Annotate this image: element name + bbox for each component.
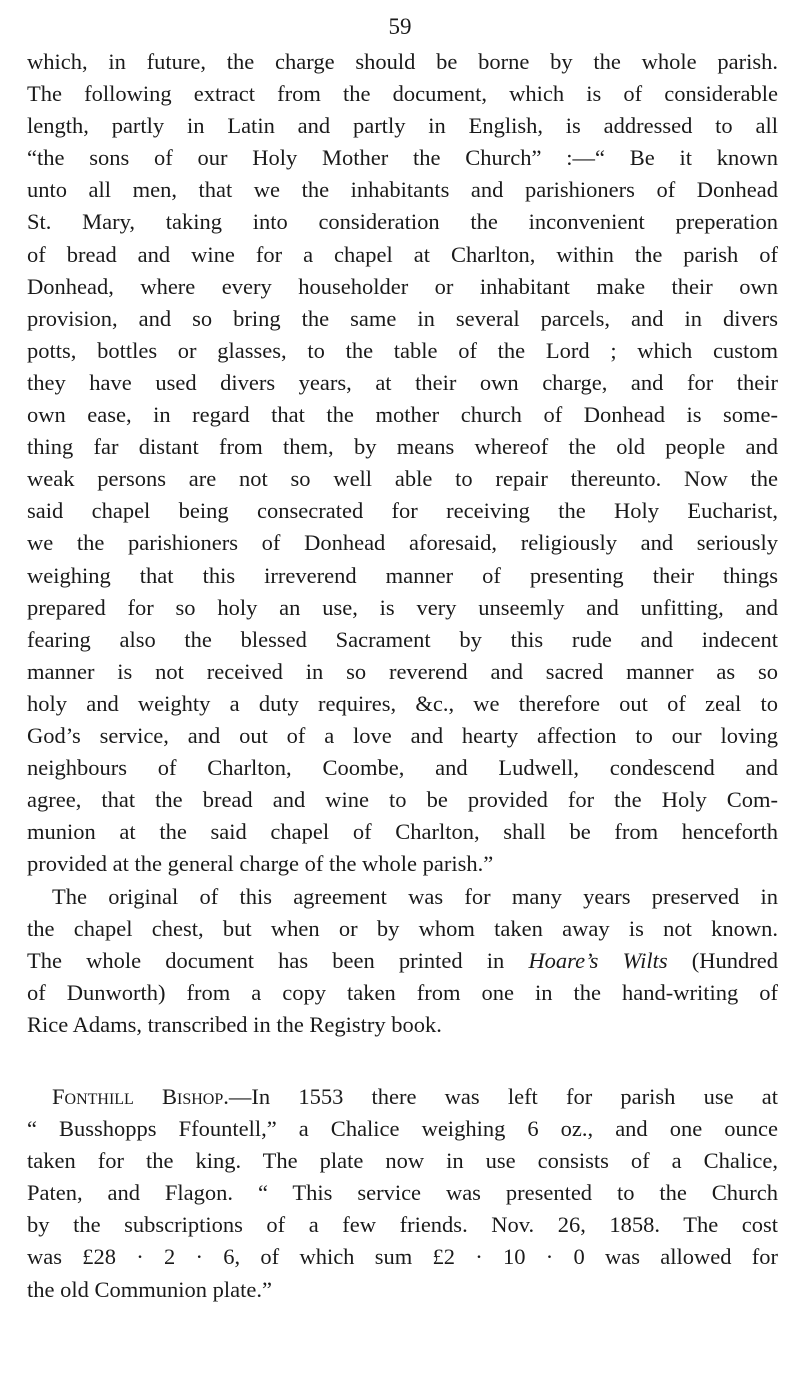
text-line: which, in future, the charge should be borne by the whole parish.: [27, 49, 778, 74]
text-line: own ease, in regard that the mother church of Donhead is some-: [27, 402, 778, 428]
text-line: manner is not received in so reverend and sacred manner as so: [27, 658, 778, 684]
paragraph-original-agreement: [27, 881, 778, 1041]
text-line: agree, that the bread and wine to be provided for the Holy Com-: [27, 787, 778, 813]
text-line: “the sons of our Holy Mother the Church” :—“ Be it known: [27, 145, 778, 171]
text-line: weighing that this irreverend manner of presenting their things: [27, 562, 778, 588]
book-title: Hoare’s Wilts: [528, 948, 668, 974]
text-line: “ Busshopps Ffountell,” a Chalice weighing 6 oz., and one ounce: [27, 1116, 778, 1142]
text-line: thing far distant from them, by means whereof the old people and: [27, 434, 778, 460]
text-line: was £28 · 2 · 6, of which sum £2 · 10 · 0 was allowed for: [27, 1244, 778, 1270]
page-number: 59: [388, 14, 412, 39]
text-line: Paten, and Flagon. “ This service was presented to the Church: [27, 1180, 778, 1206]
text-fragment: —In 1553 there was left for parish use at: [228, 1084, 778, 1109]
text-line: of Dunworth) from a copy taken from one in the hand-writing of: [27, 980, 778, 1006]
text-line: provision, and so bring the same in several parcels, and in divers: [27, 305, 778, 331]
text-line: St. Mary, taking into consideration the inconvenient preperation: [27, 209, 778, 235]
text-line: said chapel being consecrated for receiving the Holy Eucharist,: [27, 498, 778, 524]
text-fragment: (Hundred: [691, 948, 778, 974]
text-line: by the subscriptions of a few friends. Nov. 26, 1858. The cost: [27, 1212, 778, 1238]
text-line: length, partly in Latin and partly in English, is addressed to all: [27, 113, 778, 139]
text-line: munion at the said chapel of Charlton, shall be from henceforth: [27, 819, 778, 845]
text-line: we the parishioners of Donhead aforesaid, religiously and seriously: [27, 530, 778, 556]
paragraph-fonthill-bishop: [27, 1081, 778, 1306]
text-line: Rice Adams, transcribed in the Registry book.: [27, 1012, 442, 1038]
text-line: weak persons are not so well able to repair thereunto. Now the: [27, 466, 778, 492]
text-line: [27, 945, 778, 977]
text-line: unto all men, that we the inhabitants and parishioners of Donhead: [27, 177, 778, 203]
text-line: holy and weighty a duty requires, &c., we therefore out of zeal to: [27, 690, 778, 716]
text-line: the old Communion plate.”: [27, 1276, 272, 1302]
text-line: neighbours of Charlton, Coombe, and Ludwell, condescend and: [27, 755, 778, 781]
text-line: provided at the general charge of the whole parish.”: [27, 851, 494, 877]
text-line: they have used divers years, at their own charge, and for their: [27, 369, 778, 395]
text-line: the chapel chest, but when or by whom taken away is not known.: [27, 916, 778, 942]
text-line: potts, bottles or glasses, to the table of the Lord ; which custom: [27, 337, 778, 363]
text-line: prepared for so holy an use, is very unseemly and unfitting, and: [27, 594, 778, 620]
text-line: of bread and wine for a chapel at Charlton, within the parish of: [27, 241, 778, 267]
text-line: God’s service, and out of a love and hearty affection to our loving: [27, 722, 778, 748]
text-line: The original of this agreement was for many years preserved in: [52, 884, 778, 909]
paragraph-charlton-agreement: [27, 46, 778, 880]
text-line: Donhead, where every householder or inhabitant make their own: [27, 273, 778, 299]
text-line: [27, 1081, 778, 1113]
section-heading: Fonthill Bishop.: [52, 1084, 229, 1109]
text-line: taken for the king. The plate now in use consists of a Chalice,: [27, 1148, 778, 1174]
text-fragment: The whole document has been printed in: [27, 948, 505, 974]
text-line: fearing also the blessed Sacrament by this rude and indecent: [27, 626, 778, 652]
text-line: The following extract from the document, which is of considerable: [27, 81, 778, 107]
